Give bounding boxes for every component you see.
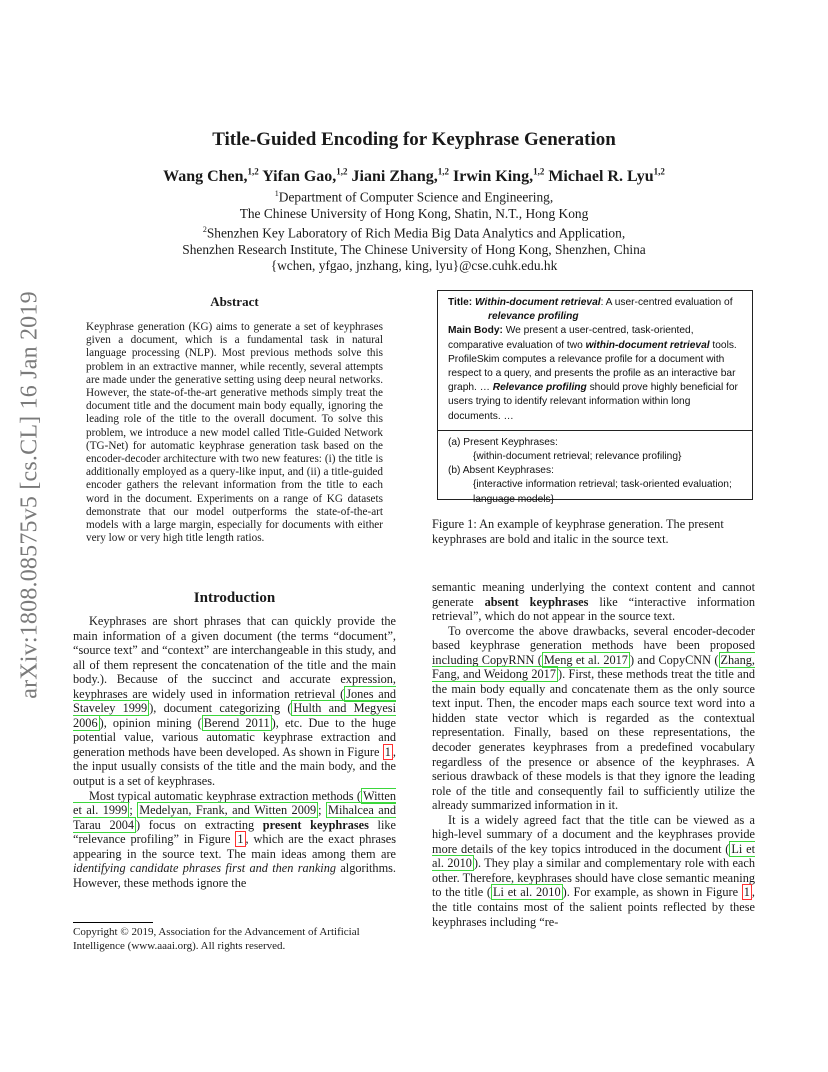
figure-1-box	[437, 290, 753, 505]
paragraph: It is a widely agreed fact that the title can be viewed as a high-level summary of a document and the keyphrases provide more details of the key topics introduced in the document ( Li et al. 2010 ). They play a similar and complementary role with each other. Therefore, keyphrases should have close semantic meaning to the title ( Li et al. 2010 ). For example, as shown in Figure 1 , the title contains most of the salient points reflected by these keyphrases including “re-	[432, 812, 755, 929]
paragraph: To overcome the above drawbacks, several encoder-decoder based keyphrase generation methods have been proposed including CopyRNN ( Meng et al. 2017 ) and CopyCNN ( Zhang, Fang, and Weidong 2017 ). First, these methods treat the title and the main body equally and concatenate them as the only source text input. Then, the encoder maps each source text word into a hidden state vector which is regarded as the contextual representation. Finally, based on these representations, the decoder generates keyphrases from a predefined vocabulary regardless of the presence or absence of the keyphrases. A serious drawback of these models is that they ignore the leading role of the title and consequently fail to sufficiently utilize the already summarized information in it.	[432, 623, 756, 813]
footnote-rule	[73, 922, 153, 923]
introduction-heading: Introduction	[193, 590, 276, 606]
present-keyphrases: {within-document retrieval; relevance profiling}	[473, 451, 682, 463]
citation-link[interactable]: Li et al. 2010	[493, 885, 561, 900]
figure-reference-link[interactable]: 1	[743, 885, 750, 900]
affiliations	[0, 186, 828, 274]
author: Jiani Zhang,$^{1,2}$	[351, 167, 450, 186]
affiliation-1-line-2: The Chinese University of Hong Kong, Shatin, N.T., Hong Kong	[239, 205, 589, 221]
abstract-heading: Abstract	[210, 294, 259, 309]
copyright-footnote: Copyright © 2019, Association for the Advancement of Artificial Intelligence (www.aaai.org). All rights reserved.	[73, 926, 360, 952]
affiliation-2-line-1: $^2$Shenzhen Key Laboratory of Rich Media Big Data Analytics and Application,	[202, 224, 626, 241]
figure-title-line-2: relevance profiling	[488, 311, 579, 323]
citation-link[interactable]: Witten et al. 1999	[73, 788, 396, 818]
citation-link[interactable]: Li et al. 2010	[432, 841, 755, 871]
citation-link[interactable]: Mihalcea and Tarau 2004	[73, 803, 396, 832]
citation-link[interactable]: Meng et al. 2017	[543, 652, 628, 667]
present-keyphrases-label: (a) Present Keyphrases:	[448, 436, 558, 448]
citation-link[interactable]: Zhang, Fang, and Weidong 2017	[432, 652, 755, 682]
affiliation-2-line-2: Shenzhen Research Institute, The Chinese University of Hong Kong, Shenzhen, China	[182, 241, 646, 257]
absent-keyphrases-label: (b) Absent Keyphrases:	[448, 465, 554, 477]
author: Wang Chen,$^{1,2}$	[163, 167, 259, 186]
paragraph: Most typical automatic keyphrase extraction methods ( Witten et al. 1999 ; Medelyan, Frank, and Witten 2009 ; Mihalcea and Tarau 2004 ) focus on extracting present keyphrases like “relevance profiling” in Figure 1 , which are the exact phrases appearing in the source text. The main ideas among them are identifying candidate phrases first and then ranking algorithms. However, these methods ignore the	[73, 788, 396, 890]
introduction-body	[73, 614, 396, 890]
citation-link[interactable]: Hulth and Megyesi 2006	[73, 701, 397, 730]
figure-source-text	[438, 291, 752, 431]
arxiv-identifier	[8, 291, 52, 699]
author-list	[0, 167, 828, 186]
right-column-body	[432, 580, 755, 929]
absent-keyphrases-cont: language models}	[473, 493, 554, 505]
author: Michael R. Lyu$^{1,2}$	[548, 167, 665, 186]
paragraph: Keyphrases are short phrases that can quickly provide the main information of a given document (the terms “document”, “source text” and “context” are interchangeable in this study, and all of them represent the concatenation of the title and the main body.). Because of the succinct and accurate expression, keyphrases are widely used in information retrieval ( Jones and Staveley 1999 ), document categorizing ( Hulth and Megyesi 2006 ), opinion mining ( Berend 2011 ), etc. Due to the huge potential value, various automatic keyphrase extraction and generation methods have been developed. As shown in Figure 1 , the input usually consists of the title and the main body, and the output is a set of keyphrases.	[73, 614, 397, 789]
figure-title-line: Title: Within-document retrieval: A user-centred evaluation of	[448, 297, 733, 308]
citation-link[interactable]: Jones and Staveley 1999	[73, 686, 396, 716]
figure-reference-link[interactable]: 1	[237, 832, 244, 847]
citation-link[interactable]: Berend 2011	[203, 715, 270, 730]
citation-link[interactable]: Medelyan, Frank, and Witten 2009	[139, 803, 317, 818]
author: Yifan Gao,$^{1,2}$	[262, 167, 348, 186]
author: Irwin King,$^{1,2}$	[453, 167, 545, 186]
affiliation-1-line-1: $^1$Department of Computer Science and Engineering,	[274, 189, 554, 205]
figure-keyphrases	[438, 431, 752, 512]
author-emails: {wchen, yfgao, jnzhang, king, lyu}@cse.cuhk.edu.hk	[270, 257, 558, 273]
figure-1-caption: Figure 1: An example of keyphrase generation. The present keyphrases are bold and italic in the source text.	[432, 517, 724, 546]
figure-main-body: Main Body: We present a user-centred, task-oriented, comparative evaluation of two within-document retrieval tools. ProfileSkim computes a relevance profile for a document with respect to a query, and presents the profile as an interactive bar graph. … Relevance profiling should prove highly beneficial for users trying to identify relevant information within long documents. …	[448, 325, 738, 422]
arxiv-id-text: arXiv:1808.08575v5 [cs.CL] 16 Jan 2019	[16, 291, 43, 699]
figure-reference-link[interactable]: 1	[384, 744, 391, 759]
paper-title: Title-Guided Encoding for Keyphrase Generation	[212, 129, 616, 150]
abstract-text: Keyphrase generation (KG) aims to generate a set of keyphrases given a document, which is a fundamental task in natural language processing (NLP). Most previous methods solve this problem in an extractive manner, while recently, several attempts are made under the generative setting using deep neural networks. However, the state-of-the-art generative methods simply treat the document title and the document main body equally, ignoring the leading role of the title to the overall document. To solve this problem, we introduce a new model called Title-Guided Network (TG-Net) for automatic keyphrase generation task based on the encoder-decoder architecture with two new features: (i) the title is additionally employed as a query-like input, and (ii) a title-guided encoder gathers the relevant information from the title to each word in the document. Experiments on a range of KG datasets demonstrate that our model outperforms the state-of-the-art models with a large margin, especially for documents with either very low or very high title length ratios.	[86, 321, 383, 545]
paragraph: semantic meaning underlying the context content and cannot generate absent keyphrases like “interactive information retrieval”, which do not appear in the source text.	[432, 580, 755, 624]
absent-keyphrases: {interactive information retrieval; task-oriented evaluation;	[473, 479, 732, 491]
